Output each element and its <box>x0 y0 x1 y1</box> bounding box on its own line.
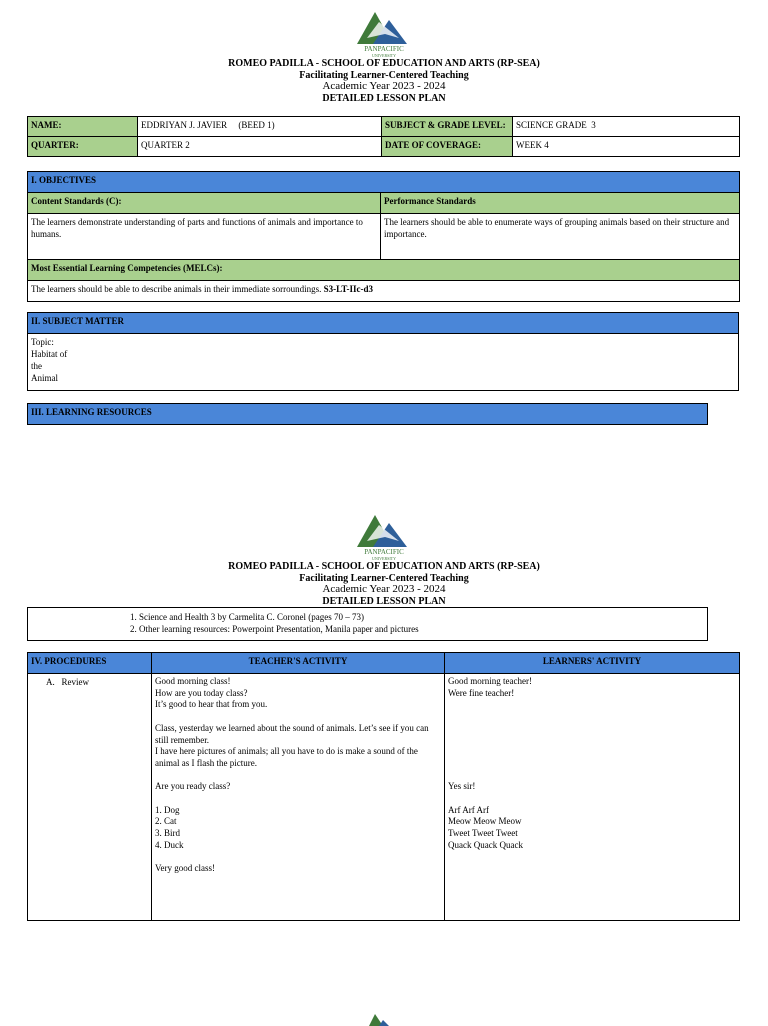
university-logo <box>349 511 419 561</box>
page-header-1 <box>0 8 768 104</box>
svg-text:UNIVERSITY: UNIVERSITY <box>372 556 396 561</box>
learner-line <box>448 758 736 770</box>
content-standards-label: Content Standards (C): <box>28 193 381 214</box>
melcs-cell <box>28 281 740 302</box>
topic-line: Habitat of <box>31 349 68 359</box>
teacher-line: Good morning class! <box>155 676 231 686</box>
melcs-text: The learners should be able to describe animals in their immediate sorroundings. <box>31 284 322 294</box>
learner-line <box>448 793 736 805</box>
document-title: DETAILED LESSON PLAN <box>322 92 446 104</box>
subject-matter-body <box>28 334 739 391</box>
procedures-table <box>27 652 740 921</box>
teacher-line <box>155 770 441 782</box>
performance-standards-text: The learners should be able to enumerate ways of grouping animals based on their structure and importance. <box>381 214 740 260</box>
teacher-line: animal as I flash the picture. <box>155 757 257 768</box>
teacher-line: 3. Bird <box>155 828 181 839</box>
university-logo <box>349 8 419 58</box>
topic-line: the <box>31 361 42 371</box>
document-title: DETAILED LESSON PLAN <box>322 595 446 607</box>
date-value: WEEK 4 <box>513 137 740 157</box>
learner-line <box>448 711 736 723</box>
learner-line: Meow Meow Meow <box>448 816 522 827</box>
learner-line <box>448 699 736 711</box>
subject-matter-table <box>27 312 739 391</box>
course-title: Facilitating Learner-Centered Teaching <box>299 572 469 584</box>
topic-line: Animal <box>31 373 58 383</box>
teacher-line: 1. Dog <box>155 804 180 815</box>
academic-year: Academic Year 2023 - 2024 <box>322 80 446 92</box>
resource-item: 2. Other learning resources: Powerpoint Presentation, Manila paper and pictures <box>130 624 419 634</box>
melcs-label: Most Essential Learning Competencies (MELCs): <box>28 260 740 281</box>
content-standards-text: The learners demonstrate understanding of parts and functions of animals and importance to humans. <box>28 214 381 260</box>
learner-line: Good morning teacher! <box>448 676 532 686</box>
svg-text:UNIVERSITY: UNIVERSITY <box>372 53 396 58</box>
teacher-line <box>155 793 441 805</box>
review-label: A. Review <box>46 677 89 687</box>
teacher-line: I have here pictures of animals; all you have to do is make a sound of the <box>155 746 418 757</box>
date-label: DATE OF COVERAGE: <box>382 137 513 157</box>
subject-matter-heading: II. SUBJECT MATTER <box>28 313 739 334</box>
learner-activity-heading: LEARNERS' ACTIVITY <box>445 653 740 674</box>
teacher-line: Very good class! <box>155 863 215 874</box>
teacher-line: 2. Cat <box>155 816 177 827</box>
procedure-step <box>28 674 152 921</box>
quarter-label: QUARTER: <box>28 137 138 157</box>
learner-line: Were fine teacher! <box>448 687 515 698</box>
page-header-2 <box>0 511 768 607</box>
subject-label: SUBJECT & GRADE LEVEL: <box>382 117 513 137</box>
learning-resources-heading: III. LEARNING RESOURCES <box>28 404 708 425</box>
learner-activity-cell <box>445 674 740 921</box>
melcs-code: S3-LT-IIc-d3 <box>323 284 374 294</box>
teacher-line: still remember. <box>155 734 209 745</box>
objectives-heading: I. OBJECTIVES <box>28 172 740 193</box>
school-name: ROMEO PADILLA - SCHOOL OF EDUCATION AND ARTS (RP-SEA) <box>228 58 540 69</box>
resources-list-table <box>27 607 708 641</box>
academic-year: Academic Year 2023 - 2024 <box>322 583 446 595</box>
learner-line: Tweet Tweet Tweet <box>448 828 518 839</box>
teacher-line: How are you today class? <box>155 687 248 698</box>
name-value: EDDRIYAN J. JAVIER (BEED 1) <box>138 117 382 137</box>
svg-text:PANPACIFIC: PANPACIFIC <box>364 548 404 556</box>
learner-line <box>448 734 736 746</box>
learner-line: Quack Quack Quack <box>448 839 523 850</box>
subject-value: SCIENCE GRADE 3 <box>513 117 740 137</box>
svg-text:PANPACIFIC: PANPACIFIC <box>364 45 404 53</box>
quarter-value: QUARTER 2 <box>138 137 382 157</box>
teacher-activity-cell <box>152 674 445 921</box>
teacher-line <box>155 852 441 864</box>
learner-line: Arf Arf Arf <box>448 804 489 815</box>
learner-line <box>448 770 736 782</box>
teacher-line: Are you ready class? <box>155 781 231 792</box>
learner-line <box>448 746 736 758</box>
school-name: ROMEO PADILLA - SCHOOL OF EDUCATION AND ARTS (RP-SEA) <box>228 561 540 572</box>
teacher-line: 4. Duck <box>155 839 184 850</box>
objectives-table <box>27 171 740 302</box>
teacher-activity-heading: TEACHER'S ACTIVITY <box>152 653 445 674</box>
topic-line: Topic: <box>31 337 54 347</box>
university-logo <box>349 1014 419 1026</box>
learner-line <box>448 723 736 735</box>
teacher-line: It’s good to hear that from you. <box>155 699 268 710</box>
course-title: Facilitating Learner-Centered Teaching <box>299 69 469 81</box>
teacher-line: Class, yesterday we learned about the sound of animals. Let’s see if you can <box>155 722 429 733</box>
info-table <box>27 116 740 157</box>
learning-resources-table <box>27 403 708 425</box>
resources-list <box>28 608 708 641</box>
learner-line: Yes sir! <box>448 781 476 792</box>
teacher-line <box>155 711 441 723</box>
resource-item: 1. Science and Health 3 by Carmelita C. Coronel (pages 70 – 73) <box>130 612 364 622</box>
procedures-heading: IV. PROCEDURES <box>28 653 152 674</box>
performance-standards-label: Performance Standards <box>381 193 740 214</box>
name-label: NAME: <box>28 117 138 137</box>
